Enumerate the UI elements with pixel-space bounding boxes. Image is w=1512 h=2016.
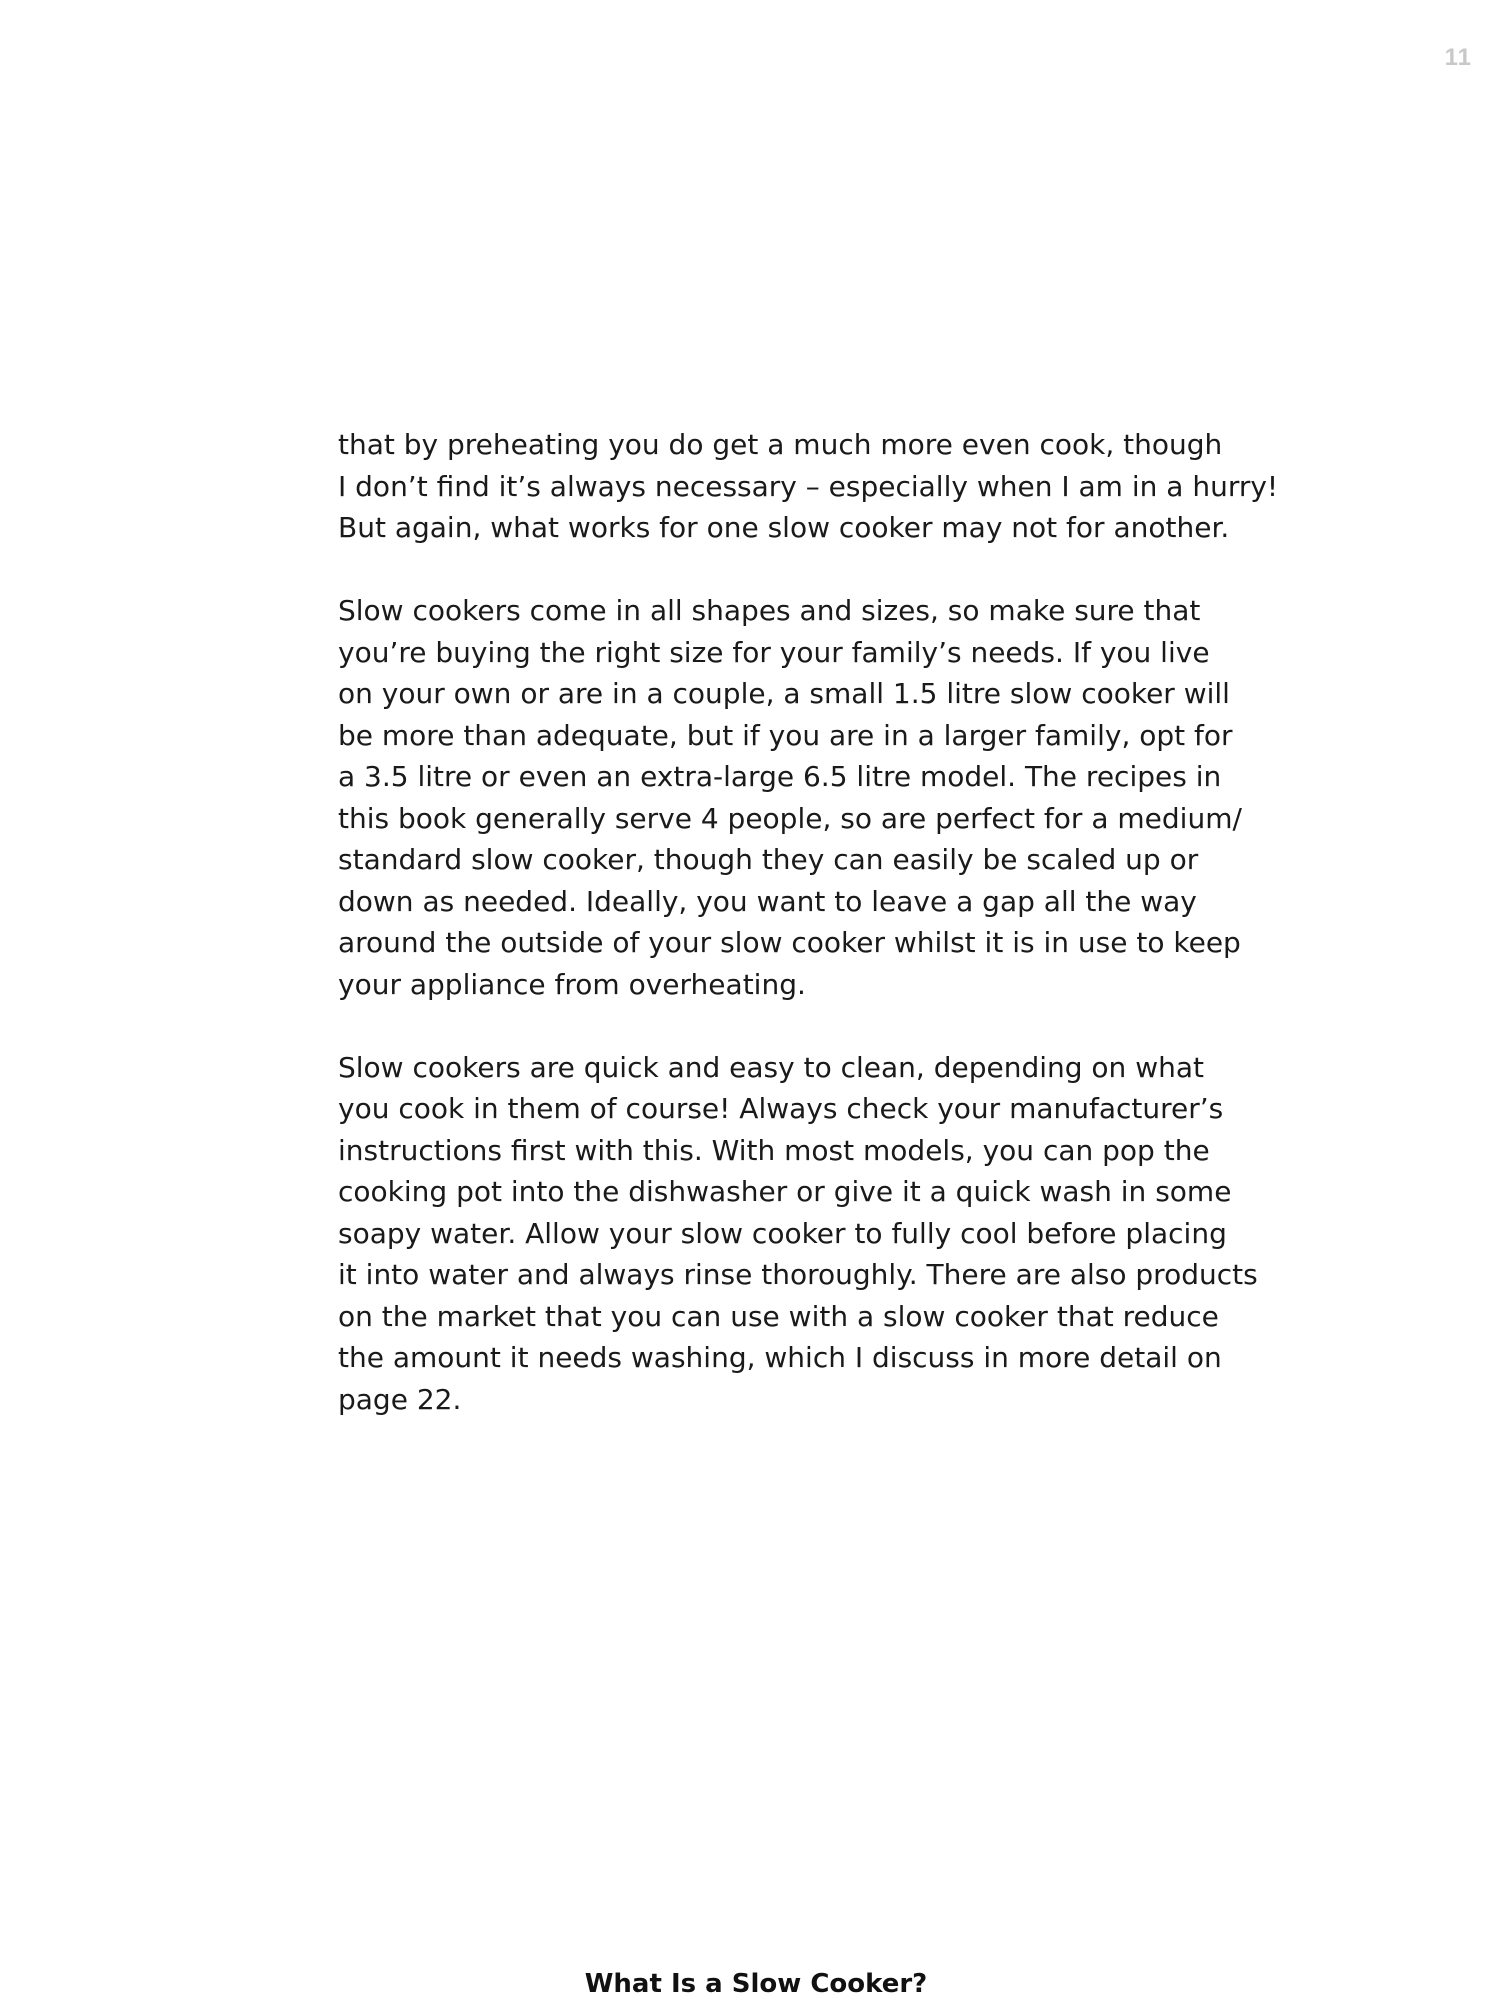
text-line: you’re buying the right size for your family’s needs. If you live — [338, 635, 1210, 669]
text-line: But again, what works for one slow cooker may not for another. — [338, 511, 1230, 544]
text-line: that by preheating you do get a much more even cook, though — [338, 428, 1223, 461]
text-line: down as needed. Ideally, you want to leave a gap all the way — [338, 884, 1197, 918]
body-text — [338, 424, 1279, 1420]
text-line: on your own or are in a couple, a small 1.5 litre slow cooker will — [338, 677, 1230, 710]
text-line: cooking pot into the dishwasher or give it a quick wash in some — [338, 1175, 1232, 1208]
footer-chapter-title: What Is a Slow Cooker? — [584, 1969, 928, 1999]
text-line: you cook in them of course! Always check your manufacturer’s — [338, 1092, 1224, 1125]
text-line: a 3.5 litre or even an extra-large 6.5 litre model. The recipes in — [338, 760, 1222, 793]
text-line: standard slow cooker, though they can easily be scaled up or — [338, 843, 1199, 876]
text-line: page 22. — [338, 1382, 462, 1416]
text-line: around the outside of your slow cooker whilst it is in use to keep — [338, 926, 1241, 959]
text-line: soapy water. Allow your slow cooker to fully cool before placing — [338, 1216, 1227, 1250]
text-line: Slow cookers come in all shapes and sizes, so make sure that — [338, 594, 1201, 627]
page-number: 11 — [1444, 44, 1472, 71]
paragraph-3 — [338, 1047, 1258, 1421]
paragraph-gap — [338, 549, 1218, 591]
text-line: instructions first with this. With most models, you can pop the — [338, 1133, 1210, 1167]
text-line: on the market that you can use with a slow cooker that reduce — [338, 1299, 1219, 1333]
paragraph-2 — [338, 590, 1242, 1005]
text-line: the amount it needs washing, which I discuss in more detail on — [338, 1341, 1222, 1374]
text-line: this book generally serve 4 people, so are perfect for a medium/ — [338, 801, 1242, 835]
text-line: be more than adequate, but if you are in a larger family, opt for — [338, 718, 1233, 752]
text-line: your appliance from overheating. — [338, 967, 806, 1001]
paragraph-1 — [338, 424, 1279, 549]
text-line: it into water and always rinse thoroughly. There are also products — [338, 1258, 1258, 1291]
text-line: Slow cookers are quick and easy to clean, depending on what — [338, 1050, 1204, 1084]
text-line: I don’t find it’s always necessary – especially when I am in a hurry! — [338, 469, 1279, 503]
paragraph-gap — [338, 1005, 1218, 1047]
